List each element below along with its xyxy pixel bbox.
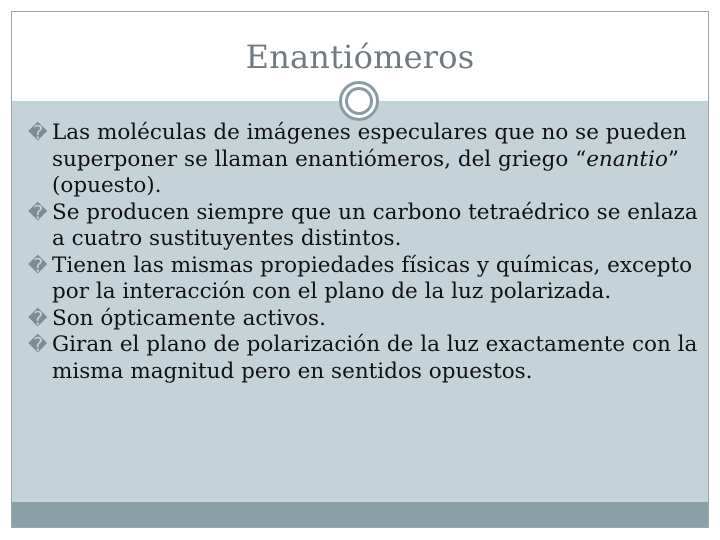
bullet-text: Giran el plano de polarización de la luz exactamente con la misma magnitud pero en sentidos opuestos.: [52, 332, 698, 384]
bullet-text: ” (opuesto).: [52, 146, 679, 198]
bullet-item: [28, 332, 698, 385]
bullet-item: [28, 253, 698, 306]
bullet-marker-icon: �: [28, 201, 48, 224]
bullet-text: Son ópticamente activos.: [52, 305, 326, 331]
bullet-text: Se producen siempre que un carbono tetraédrico se enlaza a cuatro sustituyentes distintos.: [52, 199, 698, 251]
bullet-marker-icon: �: [28, 122, 48, 144]
slide-title: Enantiómeros: [245, 38, 475, 76]
bullet-marker-icon: �: [28, 334, 48, 356]
bullet-text: Tienen las mismas propiedades físicas y químicas, excepto por la interacción con el plano de la luz polarizada.: [52, 252, 693, 304]
bullet-item: [28, 120, 698, 200]
bullet-list: [28, 120, 698, 385]
ring-inner-icon: [345, 87, 373, 115]
bullet-item: [28, 306, 698, 333]
footer-bar: [12, 502, 708, 527]
bullet-emphasis: enantio: [586, 146, 668, 172]
ring-ornament-icon: [339, 81, 379, 121]
bullet-item: [28, 200, 698, 253]
bullet-text: Las moléculas de imágenes especulares que no se pueden superponer se llaman enantiómeros, del griego “: [52, 120, 687, 172]
bullet-marker-icon: �: [28, 254, 48, 277]
bullet-marker-icon: �: [28, 307, 48, 330]
